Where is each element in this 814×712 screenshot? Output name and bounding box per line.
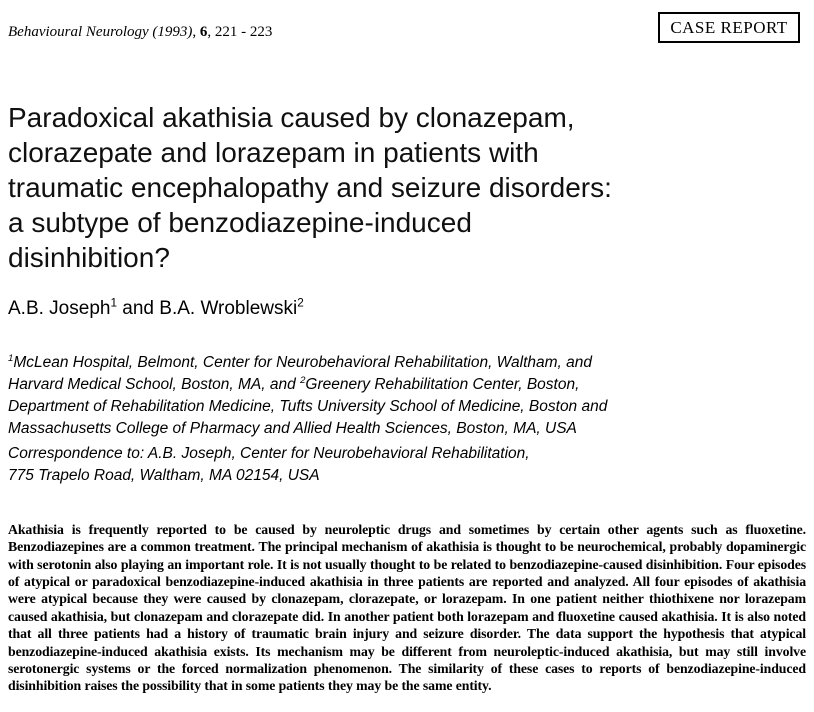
journal-volume: 6: [199, 24, 208, 40]
affiliation-1-text: McLean Hospital, Belmont, Center for Neurobehavioral Rehabilitation, Waltham, and Harvard Medical School, Boston, MA, and: [8, 354, 593, 393]
article-title-line-1: Paradoxical akathisia caused by clonazepam,: [8, 102, 575, 133]
article-title-line-3: traumatic encephalopathy and seizure disorders:: [8, 172, 612, 203]
correspondence-line-1: Correspondence to: A.B. Joseph, Center for Neurobehavioral Rehabilitation,: [8, 445, 530, 462]
affiliation-1-mark: 1: [8, 352, 14, 364]
author-2-name: B.A. Wroblewski: [159, 298, 298, 319]
journal-pages: , 221 - 223: [207, 24, 273, 40]
correspondence-block: [8, 443, 648, 487]
affiliation-2-text: Greenery Rehabilitation Center, Boston, Department of Rehabilitation Medicine, Tufts University School of Medicine, Boston and Massachusetts College of Pharmacy and Allied Health Sciences, Boston, MA, USA: [8, 376, 608, 437]
affiliation-2-mark: 2: [300, 374, 306, 386]
article-title: [8, 100, 688, 275]
affiliations-block: [8, 352, 646, 440]
journal-name-and-year: Behavioural Neurology (1993),: [8, 24, 200, 40]
case-report-badge: CASE REPORT: [658, 12, 800, 43]
journal-citation: [8, 24, 272, 41]
author-1-affiliation-mark: 1: [110, 296, 117, 310]
abstract-paragraph: Akathisia is frequently reported to be caused by neuroleptic drugs and sometimes by certain other agents such as fluoxetine. Benzodiazepines are a common treatment. The principal mechanism of akathisia is thought to be neurochemical, probably dopaminergic with serotonin also playing an important role. It is not usually thought to be related to benzodiazepine-caused disinhibition. Four episodes of atypical or paradoxical benzodiazepine-induced akathisia in three patients are reported and analyzed. All four episodes of akathisia were atypical because they were caused by clonazepam, clorazepate, or lorazepam. In one patient neither thiothixene nor lorazepam caused akathisia, but clonazepam and clorazepate did. In another patient both lorazepam and fluoxetine caused akathisia. It is also noted that all three patients had a history of traumatic brain injury and seizure disorder. The data support the hypothesis that atypical benzodiazepine-induced akathisia exists. Its mechanism may be different from neuroleptic-induced akathisia, but may still involve serotonergic systems or the forced normalization phenomenon. The similarity of these cases to reports of benzodiazepine-induced disinhibition raises the possibility that in some patients they may be the same entity.: [8, 521, 806, 694]
article-title-line-5: disinhibition?: [8, 242, 170, 273]
article-title-line-2: clorazepate and lorazepam in patients with: [8, 137, 539, 168]
authors-line: [8, 298, 304, 320]
article-title-line-4: a subtype of benzodiazepine-induced: [8, 207, 472, 238]
authors-separator: and: [117, 298, 160, 319]
author-1-name: A.B. Joseph: [8, 298, 111, 319]
correspondence-line-2: 775 Trapelo Road, Waltham, MA 02154, USA: [8, 467, 320, 484]
author-2-affiliation-mark: 2: [297, 296, 304, 310]
